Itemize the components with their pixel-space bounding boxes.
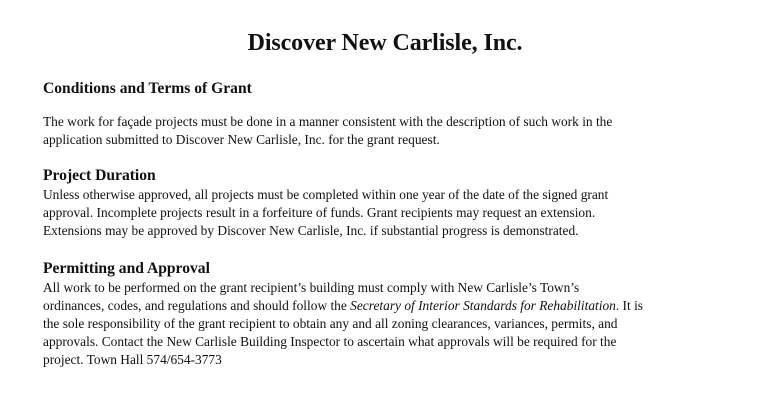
- paragraph-line: [43, 297, 743, 315]
- paragraph-line: application submitted to Discover New Carlisle, Inc. for the grant request.: [43, 132, 440, 147]
- paragraph-line: approvals. Contact the New Carlisle Building Inspector to ascertain what approvals will be required for the: [43, 334, 617, 349]
- standards-reference: Secretary of Interior Standards for Rehabilitation: [350, 298, 616, 313]
- section-heading: Permitting and Approval: [43, 260, 210, 277]
- paragraph-line: All work to be performed on the grant recipient’s building must comply with New Carlisle’s Town’s: [43, 280, 580, 295]
- section-heading: Conditions and Terms of Grant: [43, 80, 252, 97]
- section-paragraph: [43, 186, 743, 240]
- line-text: ordinances, codes, and regulations and should follow the: [43, 298, 351, 313]
- section-heading: Project Duration: [43, 167, 156, 184]
- paragraph-line: Extensions may be approved by Discover New Carlisle, Inc. if substantial progress is demonstrated.: [43, 223, 579, 238]
- section-permitting-approval: [43, 259, 743, 369]
- section-paragraph: [43, 113, 743, 149]
- section-project-duration: [43, 166, 743, 240]
- section-paragraph: [43, 279, 743, 369]
- document-title: Discover New Carlisle, Inc.: [247, 30, 523, 56]
- paragraph-line: the sole responsibility of the grant recipient to obtain any and all zoning clearances, variances, permits, and: [43, 316, 618, 331]
- paragraph-line: approval. Incomplete projects result in a forfeiture of funds. Grant recipients may request an extension.: [43, 205, 596, 220]
- section-conditions: [43, 79, 743, 149]
- paragraph-line: Unless otherwise approved, all projects must be completed within one year of the date of the signed grant: [43, 187, 609, 202]
- paragraph-line: project. Town Hall 574/654-3773: [43, 352, 222, 367]
- line-text: . It is: [615, 298, 644, 313]
- paragraph-line: The work for façade projects must be done in a manner consistent with the description of such work in the: [43, 114, 613, 129]
